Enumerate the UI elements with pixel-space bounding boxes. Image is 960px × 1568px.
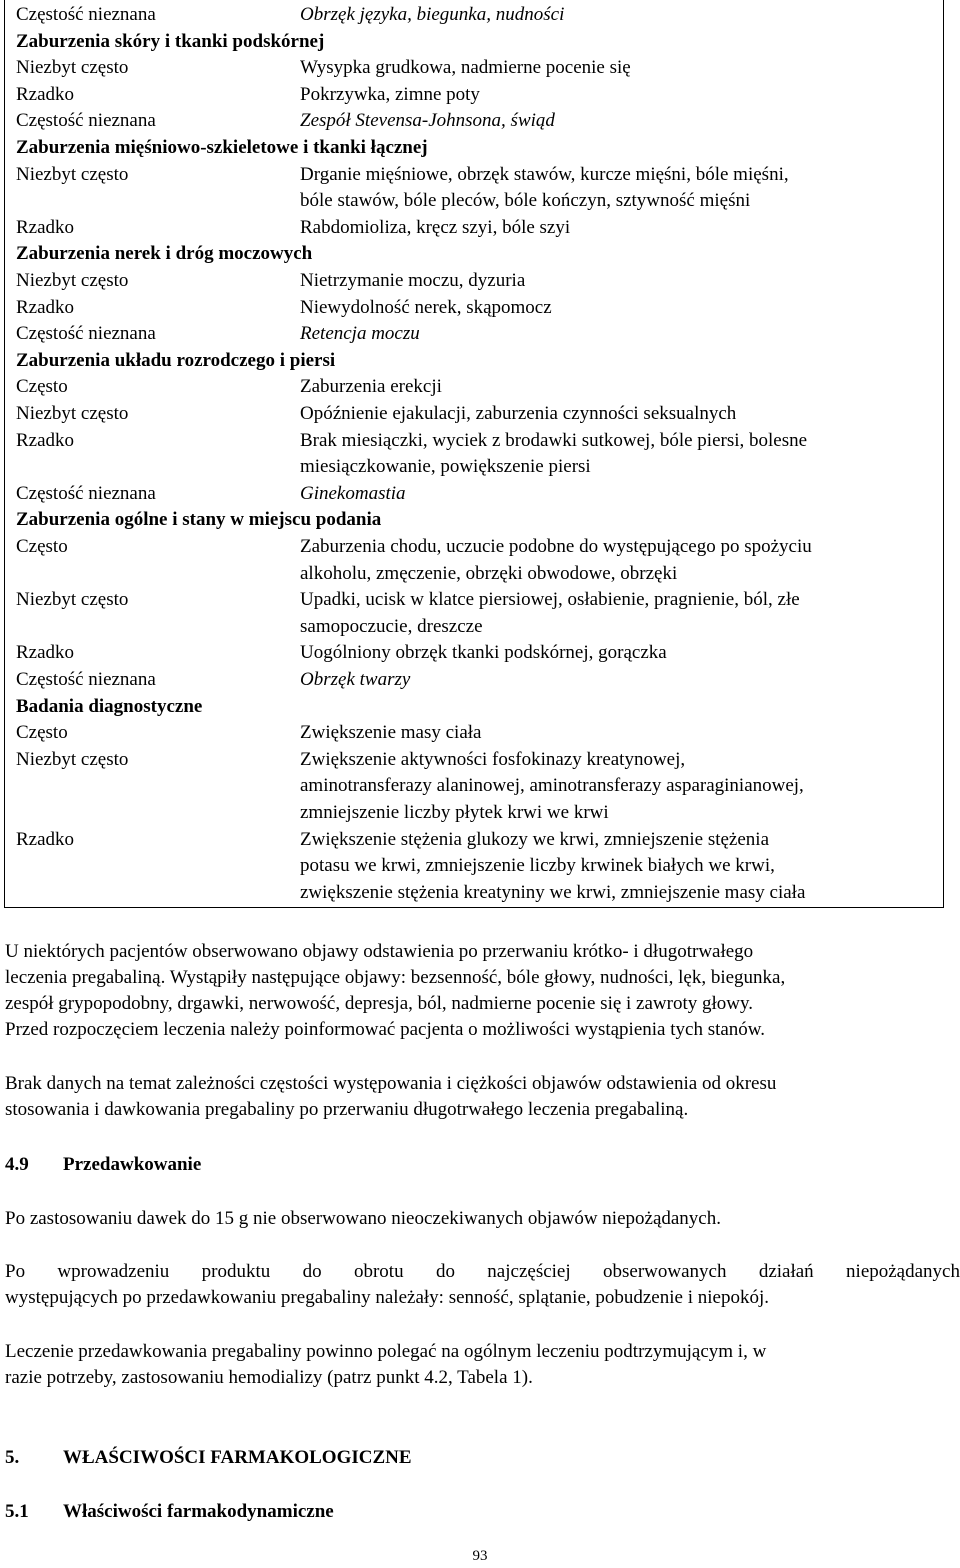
frequency-label: Rzadko <box>16 83 75 105</box>
frequency-label: Niezbyt często <box>16 57 129 79</box>
adverse-effect-line: potasu we krwi, zmniejszenie liczby krwinek białych we krwi, <box>300 855 775 877</box>
frequency-label: Niezbyt często <box>16 748 129 770</box>
adverse-effect-line: Zaburzenia chodu, uczucie podobne do występującego po spożyciu <box>300 536 812 557</box>
adverse-effect-text <box>300 268 940 295</box>
paragraph-line: U niektórych pacjentów obserwowano objawy odstawienia po przerwaniu krótko- i długotrwałego <box>5 941 754 962</box>
frequency-label: Rzadko <box>16 216 75 238</box>
adverse-effect-line: aminotransferazy alaninowej, aminotransferazy asparaginianowej, <box>300 775 804 797</box>
adverse-effect-text <box>300 321 940 348</box>
adverse-effect-line: Wysypka grudkowa, nadmierne pocenie się <box>300 57 631 79</box>
adverse-effect-line: Uogólniony obrzęk tkanki podskórnej, gorączka <box>300 642 667 664</box>
frequency-label: Częstość nieznana <box>16 4 156 25</box>
adverse-effect-text <box>300 640 940 667</box>
paragraph-line: razie potrzeby, zastosowaniu hemodializy (patrz punkt 4.2, Tabela 1). <box>5 1367 533 1388</box>
section-heading-4-9 <box>5 1152 201 1178</box>
section-title: Właściwości farmakodynamiczne <box>63 1501 334 1522</box>
paragraph-line: zespół grypopodobny, drgawki, nerwowość, depresja, ból, nadmierne pocenie się i zawroty głowy. <box>5 993 754 1014</box>
soc-heading: Zaburzenia skóry i tkanki podskórnej <box>16 30 325 52</box>
adverse-effect-line: Opóźnienie ejakulacji, zaburzenia czynności seksualnych <box>300 403 737 424</box>
adverse-effect-line: Ginekomastia <box>300 482 406 504</box>
adverse-effect-line: alkoholu, zmęczenie, obrzęki obwodowe, obrzęki <box>300 562 678 584</box>
frequency-label: Rzadko <box>16 642 75 664</box>
section-number: 5. <box>5 1447 20 1468</box>
paragraph-line: leczenia pregabaliną. Wystąpiły następujące objawy: bezsenność, bóle głowy, nudności, lęk, biegunka, <box>5 967 786 988</box>
adverse-effect-text <box>300 295 940 322</box>
adverse-effect-text <box>300 215 940 242</box>
adverse-effect-text <box>300 481 940 508</box>
adverse-effect-text <box>300 667 940 694</box>
adverse-effect-line: zmniejszenie liczby płytek krwi we krwi <box>300 801 609 823</box>
adverse-effect-text <box>300 55 940 82</box>
adverse-effect-line: Zespół Stevensa-Johnsona, świąd <box>300 110 555 132</box>
section-number: 4.9 <box>5 1154 29 1175</box>
section-title: WŁAŚCIWOŚCI FARMAKOLOGICZNE <box>63 1447 412 1468</box>
frequency-label: Rzadko <box>16 828 75 850</box>
adverse-effect-line: zwiększenie stężenia kreatyniny we krwi, zmniejszenie masy ciała <box>300 881 806 903</box>
no-data-paragraph <box>5 1071 960 1123</box>
adverse-effect-line: Obrzęk twarzy <box>300 669 411 690</box>
adverse-effect-text <box>300 82 940 109</box>
frequency-label: Niezbyt często <box>16 163 129 185</box>
paragraph-line: występujących po przedawkowaniu pregabaliny należały: senność, splątanie, pobudzenie i niepokój. <box>5 1287 769 1308</box>
adverse-effect-line: samopoczucie, dreszcze <box>300 615 483 637</box>
page-number: 93 <box>472 1548 488 1564</box>
adverse-effect-text <box>300 162 940 215</box>
adverse-effect-line: Pokrzywka, zimne poty <box>300 83 480 105</box>
adverse-effect-text <box>300 827 940 907</box>
frequency-label: Rzadko <box>16 296 75 318</box>
soc-heading: Zaburzenia nerek i dróg moczowych <box>16 243 313 265</box>
frequency-label: Często <box>16 376 68 398</box>
adverse-effect-line: Rabdomioliza, kręcz szyi, bóle szyi <box>300 216 571 238</box>
soc-heading: Zaburzenia układu rozrodczego i piersi <box>16 349 336 371</box>
withdrawal-paragraph <box>5 939 960 1043</box>
overdose-dose-paragraph <box>5 1206 960 1232</box>
adverse-effect-text <box>300 428 940 481</box>
paragraph-line: Po wprowadzeniu produktu do obrotu do najczęściej obserwowanych działań niepożądanych <box>5 1261 960 1282</box>
frequency-label: Często <box>16 722 68 744</box>
soc-heading: Zaburzenia ogólne i stany w miejscu podania <box>16 509 382 531</box>
adverse-effect-line: Zwiększenie masy ciała <box>300 722 482 744</box>
frequency-label: Niezbyt często <box>16 589 129 611</box>
section-number: 5.1 <box>5 1501 29 1522</box>
frequency-label: Częstość nieznana <box>16 482 156 504</box>
frequency-label: Rzadko <box>16 429 75 451</box>
frequency-label: Niezbyt często <box>16 403 129 424</box>
adverse-effect-line: miesiączkowanie, powiększenie piersi <box>300 456 591 478</box>
paragraph-line: Leczenie przedawkowania pregabaliny powinno polegać na ogólnym leczeniu podtrzymującym i, w <box>5 1341 767 1362</box>
soc-heading: Badania diagnostyczne <box>16 695 203 717</box>
adverse-effect-line: Zwiększenie aktywności fosfokinazy kreatynowej, <box>300 748 686 770</box>
adverse-effect-text <box>300 401 940 428</box>
adverse-effect-text <box>300 747 940 827</box>
paragraph-line: Po zastosowaniu dawek do 15 g nie obserwowano nieoczekiwanych objawów niepożądanych. <box>5 1208 721 1229</box>
frequency-label: Częstość nieznana <box>16 110 156 132</box>
adverse-effect-text <box>300 108 940 135</box>
overdose-effects-paragraph <box>5 1259 960 1311</box>
section-heading-5-1 <box>5 1499 334 1525</box>
adverse-effect-text <box>300 720 940 747</box>
adverse-effect-line: Drganie mięśniowe, obrzęk stawów, kurcze mięśni, bóle mięśni, <box>300 163 789 185</box>
adverse-effect-text <box>300 2 940 29</box>
adverse-effect-line: Zwiększenie stężenia glukozy we krwi, zmniejszenie stężenia <box>300 828 769 850</box>
overdose-treatment-paragraph <box>5 1339 960 1391</box>
adverse-effect-line: Obrzęk języka, biegunka, nudności <box>300 4 565 25</box>
frequency-label: Często <box>16 536 68 557</box>
frequency-label: Niezbyt często <box>16 270 129 291</box>
section-title: Przedawkowanie <box>63 1154 202 1175</box>
adverse-effect-line: bóle stawów, bóle pleców, bóle kończyn, sztywność mięśni <box>300 190 751 212</box>
paragraph-line: Brak danych na temat zależności częstości występowania i ciężkości objawów odstawienia od okresu <box>5 1073 777 1094</box>
soc-heading: Zaburzenia mięśniowo-szkieletowe i tkanki łącznej <box>16 137 428 158</box>
adverse-effect-text <box>300 374 940 401</box>
frequency-label: Częstość nieznana <box>16 323 156 345</box>
frequency-label: Częstość nieznana <box>16 669 156 690</box>
adverse-effect-line: Nietrzymanie moczu, dyzuria <box>300 270 526 291</box>
adverse-effect-line: Zaburzenia erekcji <box>300 376 442 398</box>
adverse-effect-line: Retencja moczu <box>300 323 420 345</box>
section-heading-5 <box>5 1445 412 1471</box>
adverse-effect-line: Brak miesiączki, wyciek z brodawki sutkowej, bóle piersi, bolesne <box>300 429 808 451</box>
adverse-effect-line: Upadki, ucisk w klatce piersiowej, osłabienie, pragnienie, ból, złe <box>300 589 800 611</box>
adverse-effect-text <box>300 587 940 640</box>
paragraph-line: Przed rozpoczęciem leczenia należy poinformować pacjenta o możliwości wystąpienia tych stanów. <box>5 1019 766 1040</box>
adverse-effect-line: Niewydolność nerek, skąpomocz <box>300 296 552 318</box>
adverse-effect-text <box>300 534 940 587</box>
paragraph-line: stosowania i dawkowania pregabaliny po przerwaniu długotrwałego leczenia pregabaliną. <box>5 1099 689 1120</box>
